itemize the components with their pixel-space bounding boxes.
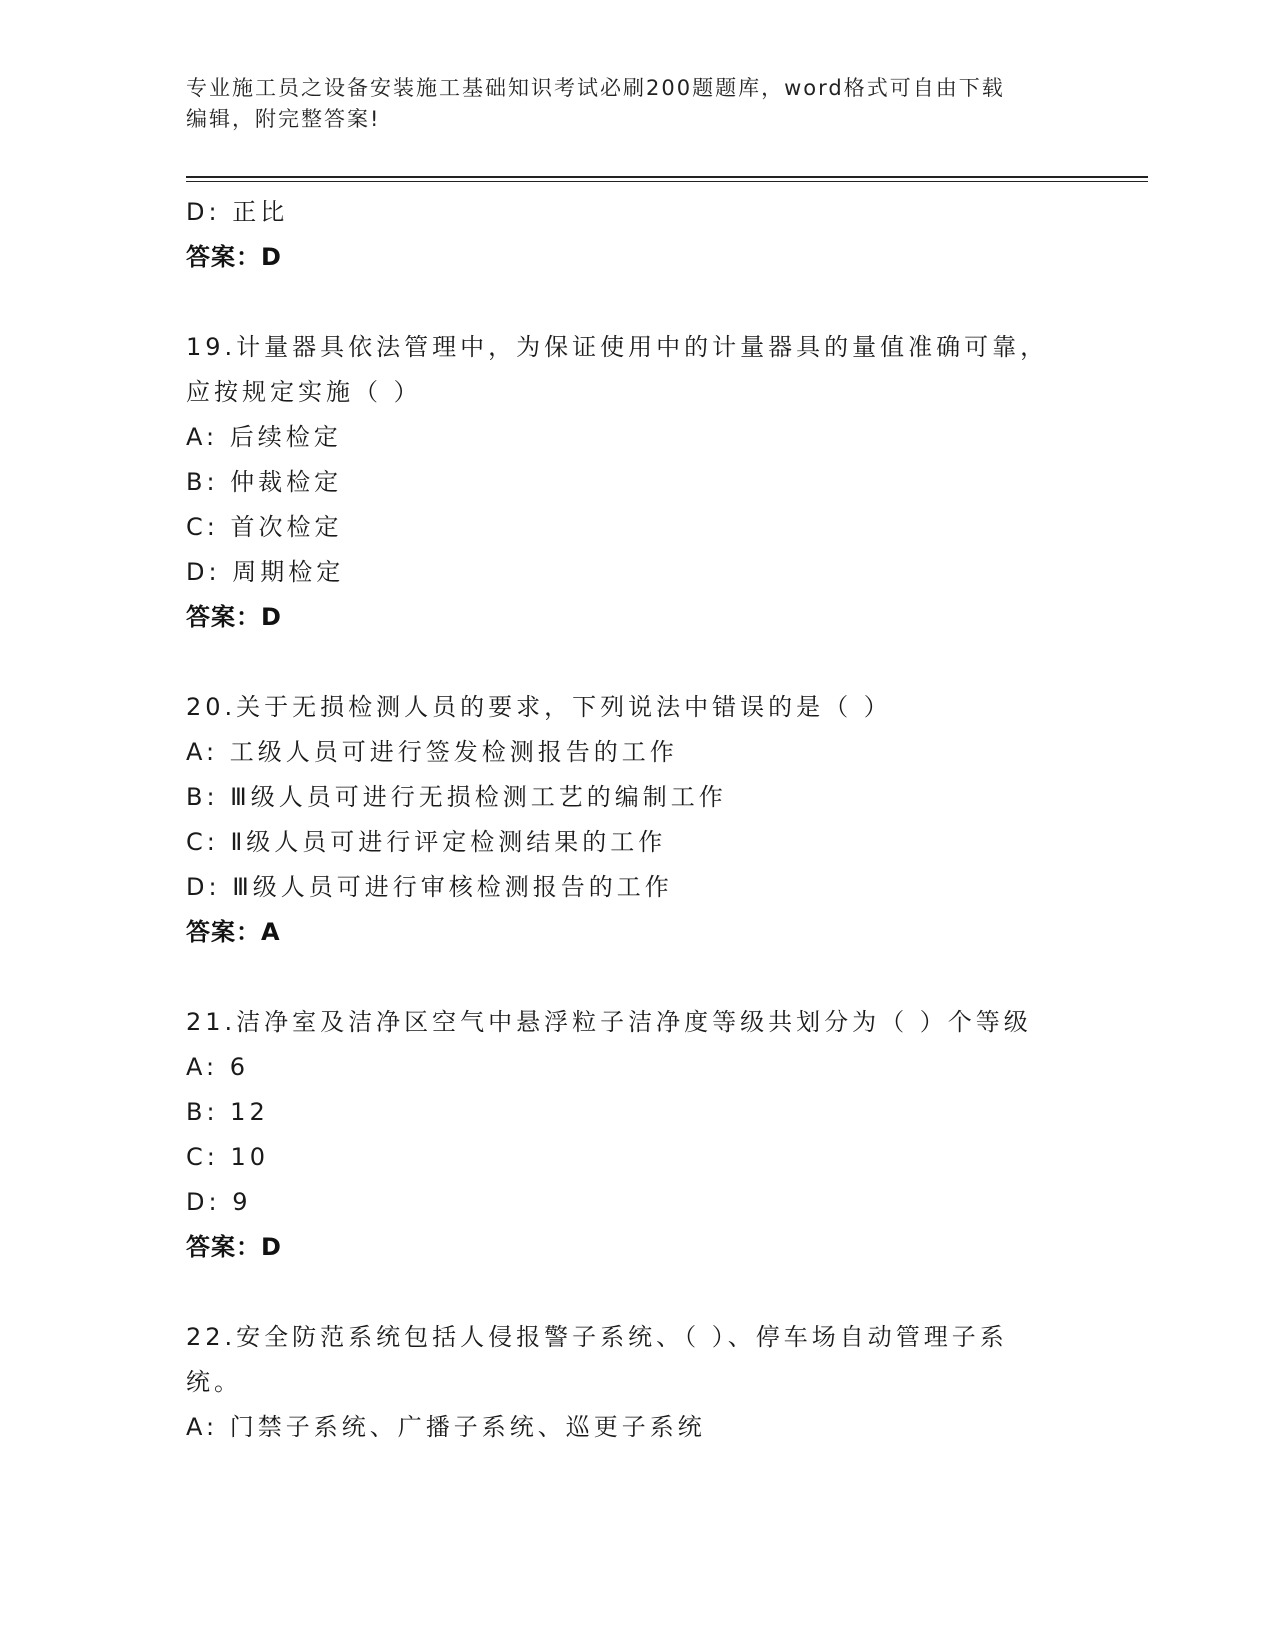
option-d: D: 9 xyxy=(186,1188,252,1216)
option-c: C: Ⅱ级人员可进行评定检测结果的工作 xyxy=(186,828,667,856)
question-text-cont: 应按规定实施（ ） xyxy=(186,378,422,406)
option-c: C: 10 xyxy=(186,1143,270,1171)
option-a: A: 后续检定 xyxy=(186,423,342,451)
answer-line: 答案：D xyxy=(186,603,282,631)
answer-line: 答案：D xyxy=(186,1233,282,1261)
option-b: B: 仲裁检定 xyxy=(186,468,343,496)
option-c: C: 首次检定 xyxy=(186,513,343,541)
option-d: D: 周期检定 xyxy=(186,558,345,586)
option-a: A: 门禁子系统、广播子系统、巡更子系统 xyxy=(186,1413,706,1441)
question-text: 21.洁净室及洁净区空气中悬浮粒子洁净度等级共划分为（ ）个等级 xyxy=(186,1008,1032,1036)
spacer xyxy=(186,1270,1086,1315)
question-text: 22.安全防范系统包括人侵报警子系统、（ ）、停车场自动管理子系 xyxy=(186,1323,1008,1351)
option-a: A: 工级人员可进行签发检测报告的工作 xyxy=(186,738,678,766)
document-header xyxy=(186,73,1086,135)
question-content xyxy=(186,190,1086,1450)
question-block-19 xyxy=(186,325,1086,640)
spacer xyxy=(186,955,1086,1000)
header-line-1: 专业施工员之设备安装施工基础知识考试必刷200题题库，word格式可自由下载 xyxy=(186,76,1005,100)
header-line-2: 编辑，附完整答案! xyxy=(186,107,381,131)
spacer xyxy=(186,640,1086,685)
question-block-18 xyxy=(186,190,1086,280)
header-rule-thick xyxy=(186,176,1148,178)
spacer xyxy=(186,280,1086,325)
answer-line: 答案：A xyxy=(186,918,281,946)
option-a: A: 6 xyxy=(186,1053,249,1081)
question-block-20 xyxy=(186,685,1086,955)
option-d: D: 正比 xyxy=(186,198,289,226)
question-block-22 xyxy=(186,1315,1086,1450)
option-b: B: 12 xyxy=(186,1098,269,1126)
question-text-cont: 统。 xyxy=(186,1368,242,1396)
header-rule-thin xyxy=(186,181,1148,182)
question-block-21 xyxy=(186,1000,1086,1270)
question-text: 19.计量器具依法管理中，为保证使用中的计量器具的量值准确可靠， xyxy=(186,333,1049,361)
answer-line: 答案：D xyxy=(186,243,282,271)
option-d: D: Ⅲ级人员可进行审核检测报告的工作 xyxy=(186,873,673,901)
question-text: 20.关于无损检测人员的要求，下列说法中错误的是（ ） xyxy=(186,693,892,721)
option-b: B: Ⅲ级人员可进行无损检测工艺的编制工作 xyxy=(186,783,727,811)
